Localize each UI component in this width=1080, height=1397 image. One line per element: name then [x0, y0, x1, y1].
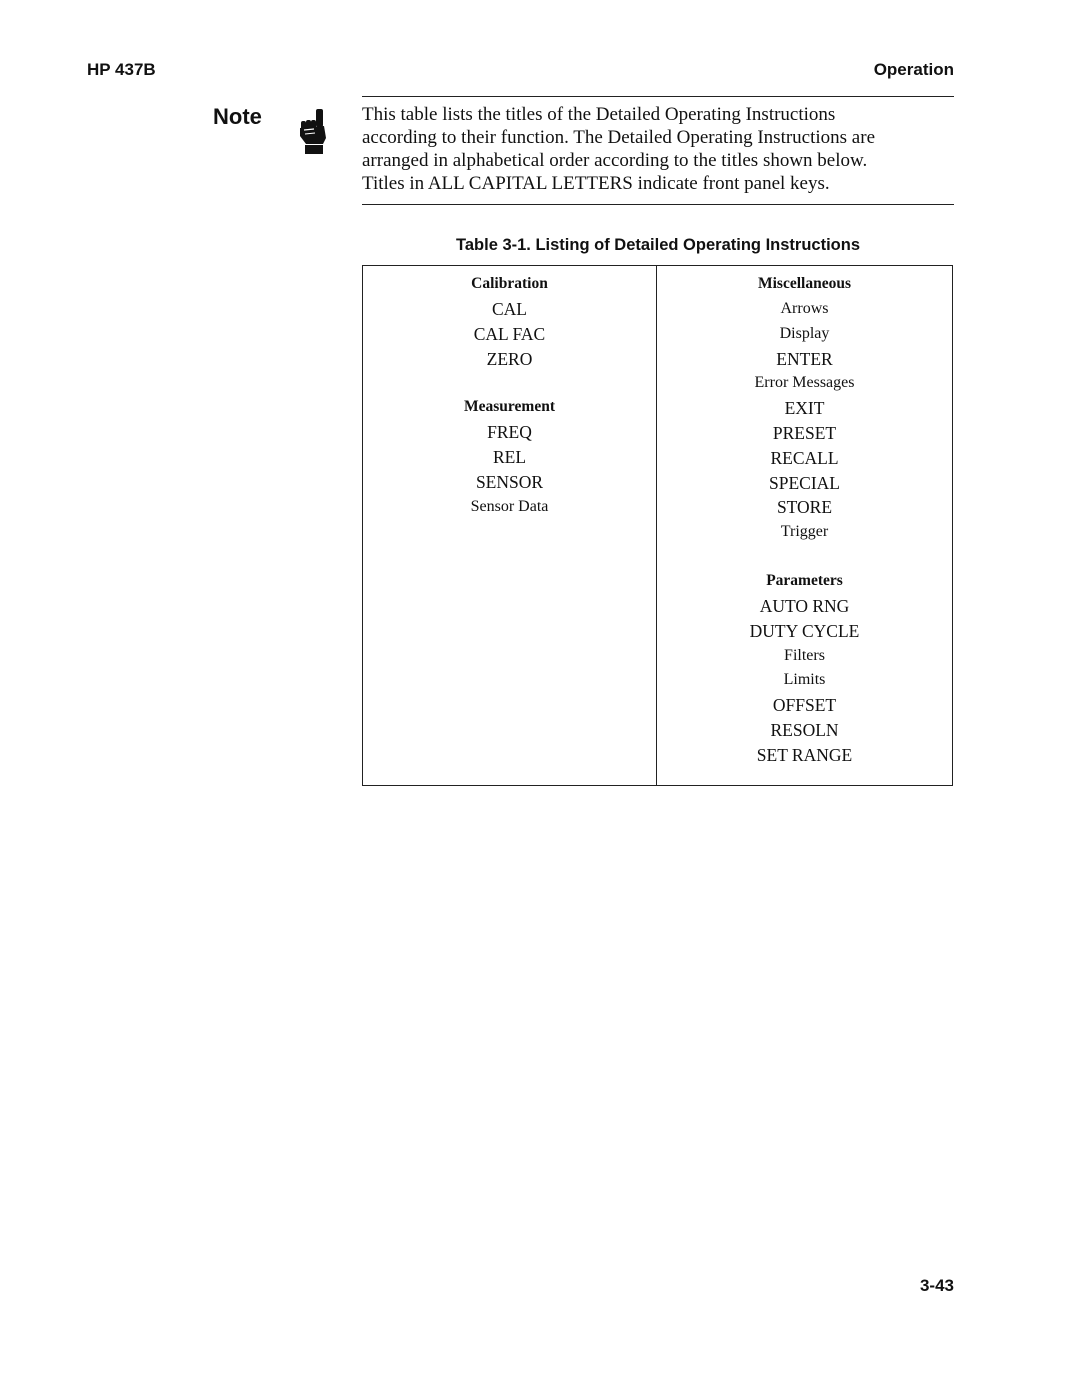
list-item: REL [492, 447, 527, 468]
list-item: SET RANGE [756, 744, 853, 765]
list-item: ENTER [776, 348, 833, 369]
list-item: PRESET [772, 422, 837, 443]
list-item: Limits [783, 671, 826, 689]
list-item: Sensor Data [470, 497, 549, 515]
group-heading: Miscellaneous [758, 275, 851, 292]
note-line: Titles in ALL CAPITAL LETTERS indicate front panel keys. [362, 173, 830, 194]
list-item: Arrows [780, 300, 829, 317]
group-calibration [363, 272, 656, 371]
note-text [362, 103, 962, 195]
header-section-title: Operation [873, 60, 954, 79]
list-item: RECALL [770, 447, 839, 468]
note-label: Note [213, 104, 262, 129]
list-item: EXIT [784, 398, 825, 419]
list-item: DUTY CYCLE [749, 620, 860, 641]
group-heading: Parameters [766, 571, 843, 589]
table-right-column [657, 266, 952, 785]
list-item: AUTO RNG [759, 595, 850, 616]
list-item: FREQ [487, 422, 532, 443]
table-left-column [363, 266, 657, 785]
note-bottom-rule [362, 204, 954, 205]
list-item: SENSOR [475, 471, 544, 492]
group-heading: Calibration [471, 275, 548, 292]
list-item: OFFSET [772, 695, 837, 716]
list-item: ZERO [486, 348, 533, 369]
list-item: CAL [492, 299, 527, 319]
group-miscellaneous [657, 272, 952, 545]
header-product-name: HP 437B [87, 60, 156, 79]
list-item: CAL FAC [473, 323, 546, 344]
list-item: STORE [776, 497, 833, 518]
list-item: Filters [784, 646, 825, 664]
pointing-hand-icon [296, 108, 330, 154]
list-item: Display [779, 324, 830, 342]
list-item: SPECIAL [769, 472, 840, 493]
group-heading: Measurement [464, 398, 555, 416]
note-line: This table lists the titles of the Detailed Operating Instructions [362, 104, 836, 125]
note-top-rule [362, 96, 954, 97]
table-caption: Table 3-1. Listing of Detailed Operating Instructions [456, 236, 860, 254]
page-number: 3-43 [919, 1276, 954, 1295]
note-line: according to their function. The Detailed Operating Instructions are [362, 127, 875, 148]
list-item: Trigger [780, 523, 829, 541]
list-item: RESOLN [770, 719, 839, 740]
listing-table [362, 265, 953, 786]
group-parameters [657, 569, 952, 768]
group-measurement [363, 395, 656, 519]
list-item: Error Messages [754, 374, 855, 392]
note-line: arranged in alphabetical order according to the titles shown below. [362, 150, 868, 171]
